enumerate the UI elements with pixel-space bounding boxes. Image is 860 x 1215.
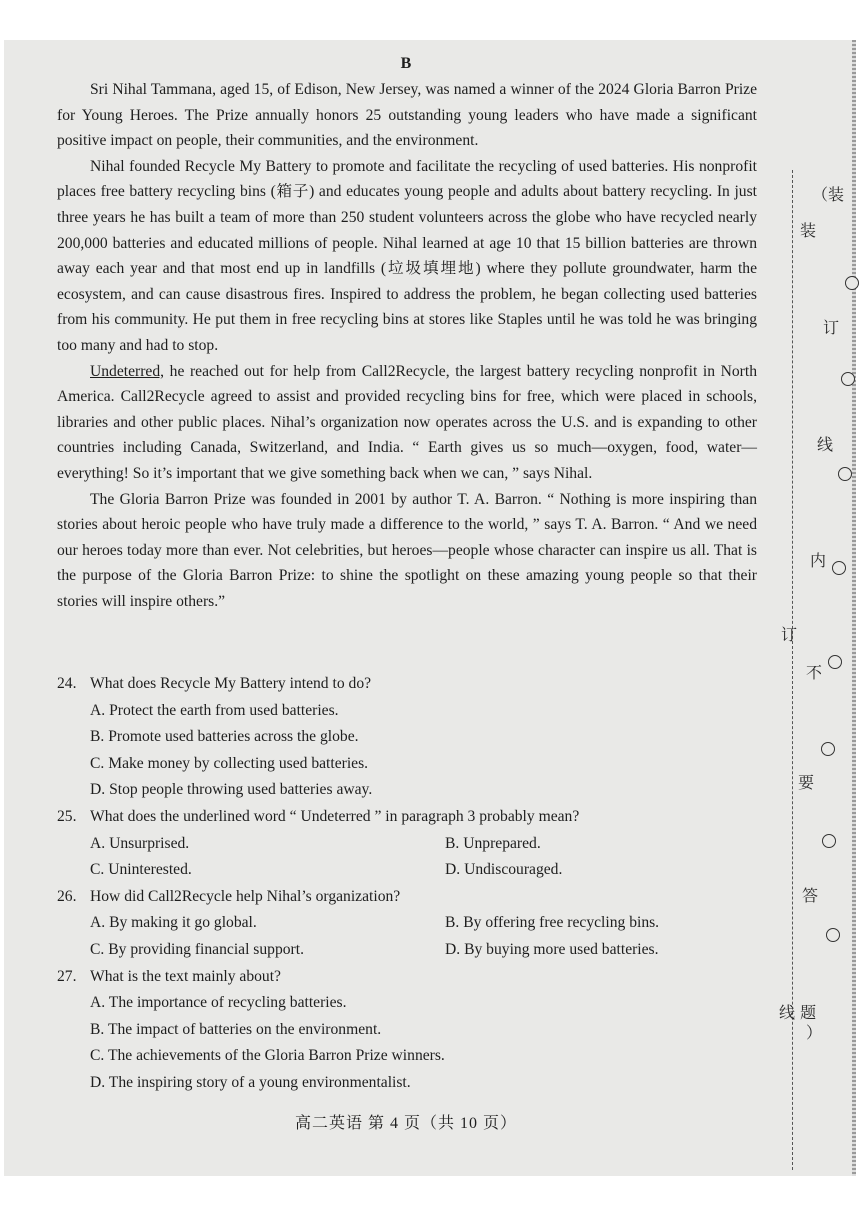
binding-char: 线 bbox=[817, 435, 834, 454]
option-letter: C. bbox=[90, 861, 105, 879]
binding-hole-icon bbox=[838, 467, 852, 481]
option-text: By offering free recycling bins. bbox=[463, 914, 660, 932]
option-letter: D. bbox=[445, 861, 461, 879]
binding-hole-icon bbox=[828, 655, 842, 669]
option-letter: A. bbox=[90, 914, 106, 932]
option-text: Undiscouraged. bbox=[464, 861, 563, 879]
option-letter: C. bbox=[90, 940, 105, 958]
page-edge bbox=[852, 40, 856, 1176]
option-c[interactable] bbox=[90, 937, 445, 964]
option-letter: D. bbox=[445, 940, 461, 958]
binding-char: 装 bbox=[800, 221, 817, 240]
section-heading: B bbox=[400, 55, 412, 72]
binding-char: 订 bbox=[823, 318, 840, 337]
page-footer: 高二英语 第 4 页（共 10 页） bbox=[294, 1115, 517, 1132]
question-list bbox=[57, 671, 757, 1097]
binding-hole-icon bbox=[841, 372, 855, 386]
option-c[interactable] bbox=[90, 1043, 757, 1070]
question-24 bbox=[57, 671, 757, 804]
option-letter: A. bbox=[90, 994, 106, 1012]
binding-char: ） bbox=[806, 1023, 823, 1042]
option-d[interactable] bbox=[445, 937, 659, 964]
question-number: 26. bbox=[57, 887, 77, 905]
option-letter: B. bbox=[445, 834, 460, 852]
option-text: The inspiring story of a young environmentalist. bbox=[108, 1073, 411, 1091]
binding-char: 订 bbox=[781, 625, 798, 644]
option-a[interactable] bbox=[90, 910, 445, 937]
option-letter: A. bbox=[90, 834, 106, 852]
option-a[interactable] bbox=[90, 990, 757, 1017]
question-27 bbox=[57, 964, 757, 1097]
binding-char: 线 题 bbox=[779, 1003, 817, 1022]
option-d[interactable] bbox=[90, 777, 757, 804]
option-text: Uninterested. bbox=[108, 861, 192, 879]
paragraph-1: Sri Nihal Tammana, aged 15, of Edison, New Jersey, was named a winner of the 2024 Gloria Barron Prize for Young Heroes. The Prize annually honors 25 outstanding young leaders who have made a significant positive impact on people, their communities, and the environment. bbox=[57, 81, 757, 150]
option-letter: C. bbox=[90, 1047, 105, 1065]
option-text: Unsurprised. bbox=[109, 834, 190, 852]
option-c[interactable] bbox=[90, 751, 757, 778]
binding-hole-icon bbox=[832, 561, 846, 575]
binding-char: （装 bbox=[812, 185, 845, 204]
option-a[interactable] bbox=[90, 831, 445, 858]
option-text: Protect the earth from used batteries. bbox=[109, 701, 339, 719]
question-number: 24. bbox=[57, 675, 77, 692]
option-text: The impact of batteries on the environment. bbox=[107, 1020, 382, 1038]
option-letter: D. bbox=[90, 781, 106, 799]
paragraph-2: Nihal founded Recycle My Battery to promote and facilitate the recycling of used batteries. His nonprofit places free battery recycling bins (箱子) and educates young people and adults about battery recycling. In just three years he has built a team of more than 250 student volunteers across the globe who have recycled nearly 200,000 batteries and educated millions of people. Nihal learned at age 10 that 15 billion batteries are thrown away each year and that most end up in landfills (垃圾填埋地) where they pollute groundwater, harm the ecosystem, and can cause disastrous fires. Inspired to address the problem, he began collecting used batteries from his community. He put them in free recycling bins at stores like Staples until he was told he was bringing too many and had to stop. bbox=[57, 157, 757, 354]
binding-char: 不 bbox=[806, 663, 823, 682]
option-text: Stop people throwing used batteries away. bbox=[109, 781, 373, 799]
binding-char: 内 bbox=[810, 551, 827, 570]
option-d[interactable] bbox=[445, 857, 562, 884]
option-d[interactable] bbox=[90, 1070, 757, 1097]
question-stem: How did Call2Recycle help Nihal’s organization? bbox=[90, 887, 401, 905]
question-stem: What is the text mainly about? bbox=[90, 967, 281, 985]
option-b[interactable] bbox=[445, 910, 659, 937]
option-text: The importance of recycling batteries. bbox=[108, 994, 347, 1012]
binding-char: 要 bbox=[798, 773, 815, 792]
option-letter: B. bbox=[90, 728, 105, 746]
option-text: Promote used batteries across the globe. bbox=[108, 728, 359, 746]
option-letter: A. bbox=[90, 701, 106, 719]
option-text: The achievements of the Gloria Barron Prize winners. bbox=[107, 1047, 445, 1065]
option-letter: B. bbox=[445, 914, 460, 932]
question-25 bbox=[57, 804, 757, 884]
option-text: By buying more used batteries. bbox=[464, 940, 659, 958]
paragraph-3-text: he reached out for help from Call2Recycle, the largest battery recycling nonprofit in North America. Call2Recycle agreed to assist and provided recycling bins for free, which were placed in schools, libraries and other public places. Nihal’s organization now operates across the U.S. and is expanding to other countries including Canada, Switzerland, and India. “ Earth gives us so much—oxygen, food, water—everything! So it’s important that we give something back when we can, ” says Nihal. bbox=[57, 362, 757, 482]
question-stem: What does Recycle My Battery intend to do? bbox=[90, 675, 372, 692]
option-text: Make money by collecting used batteries. bbox=[108, 754, 369, 772]
option-text: By making it go global. bbox=[109, 914, 257, 932]
paragraph-3 bbox=[57, 359, 757, 487]
option-letter: D. bbox=[90, 1073, 106, 1091]
binding-char: 答 bbox=[802, 886, 819, 905]
option-c[interactable] bbox=[90, 857, 445, 884]
option-text: Unprepared. bbox=[463, 834, 541, 852]
option-text: By providing financial support. bbox=[108, 940, 304, 958]
option-a[interactable] bbox=[90, 698, 757, 725]
paragraph-4: The Gloria Barron Prize was founded in 2001 by author T. A. Barron. “ Nothing is more inspiring than stories about heroic people who have truly made a difference to the world, ” says T. A. Barron. “ And we need our heroes today more than ever. Not celebrities, but heroes—people whose character can inspire us all. That is the purpose of the Gloria Barron Prize: to shine the spotlight on these amazing young people so that their stories will inspire others.” bbox=[57, 490, 757, 610]
option-b[interactable] bbox=[90, 1017, 757, 1044]
option-b[interactable] bbox=[90, 724, 757, 751]
question-number: 25. bbox=[57, 807, 77, 825]
option-letter: B. bbox=[90, 1020, 105, 1038]
underlined-word: Undeterred, bbox=[90, 362, 165, 380]
option-letter: C. bbox=[90, 754, 105, 772]
binding-hole-icon bbox=[845, 276, 859, 290]
question-26 bbox=[57, 884, 757, 964]
question-number: 27. bbox=[57, 967, 77, 985]
reading-passage bbox=[57, 77, 757, 614]
binding-hole-icon bbox=[826, 928, 840, 942]
option-b[interactable] bbox=[445, 831, 541, 858]
binding-hole-icon bbox=[822, 834, 836, 848]
question-stem: What does the underlined word “ Undeterred ” in paragraph 3 probably mean? bbox=[90, 807, 580, 825]
binding-hole-icon bbox=[821, 742, 835, 756]
